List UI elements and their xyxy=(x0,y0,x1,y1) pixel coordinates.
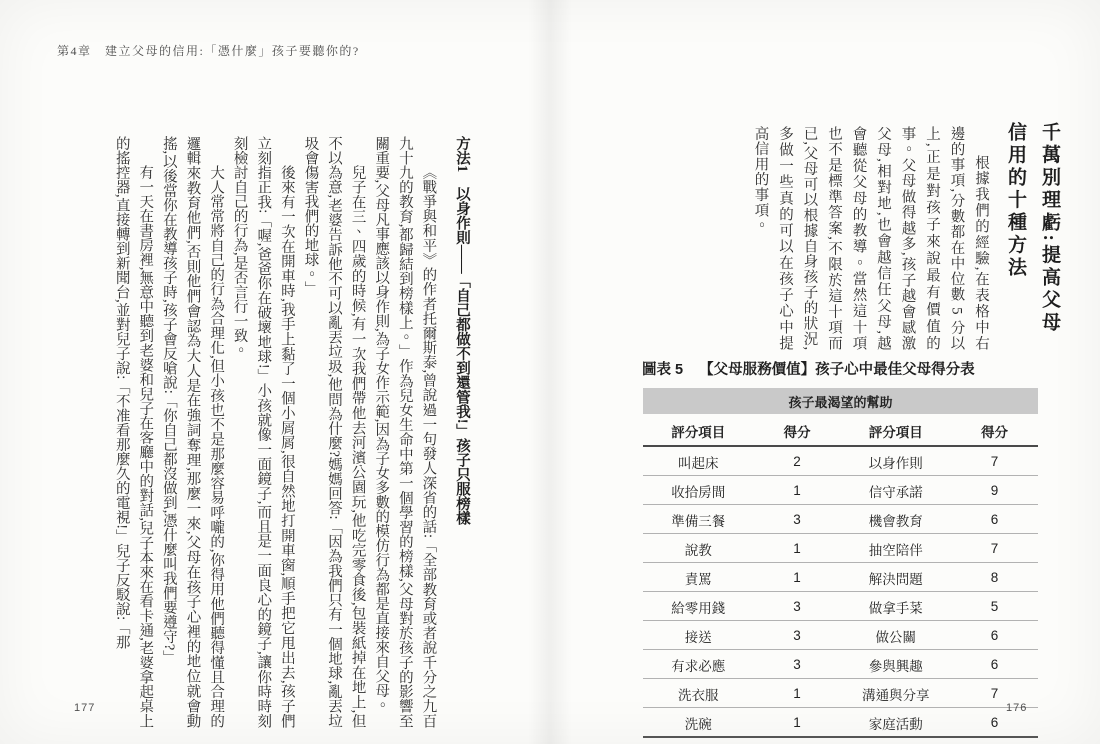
score-cell: 1 xyxy=(754,708,841,738)
score-cell: 1 xyxy=(754,534,841,563)
item-cell: 接送 xyxy=(643,621,754,650)
item-cell: 做拿手菜 xyxy=(840,592,951,621)
score-cell: 7 xyxy=(951,534,1038,563)
intro-paragraph: 根據我們的經驗,在表格中右邊的事項,分數都在中位數 5 分以上,正是對孩子來說最有價值的事。父母做得越多,孩子越會感激父母,相對地,也會越信任父母,越會聽從父母的教導。當然這十項也不是標準答案,不限於這十項而已,父母可以根據自身孩子的狀況,多做一些真的可以在孩子心中提高信用的事項。 xyxy=(752,126,989,351)
score-cell: 6 xyxy=(951,650,1038,679)
score-cell: 6 xyxy=(951,621,1038,650)
score-cell: 2 xyxy=(754,446,841,476)
page-spine-divider xyxy=(528,0,572,744)
table-row xyxy=(643,592,1038,621)
score-cell: 3 xyxy=(754,621,841,650)
table-row xyxy=(643,679,1038,708)
chapter-section-title: 千萬別理虧:提高父母信用的十種方法 xyxy=(1005,122,1060,335)
table-row xyxy=(643,650,1038,679)
intro-block xyxy=(745,126,993,351)
body-paragraph: 兒子在三、四歲的時候,有一次我們帶他去河濱公園玩,他吃完零食後,包裝紙掉在地上,但不以為意,老婆告訴他不可以亂丟垃圾,他問為什麼?媽媽回答:「因為我們只有一個地球,亂丟垃圾會傷害我們的地球。」 xyxy=(302,136,366,728)
item-cell: 機會教育 xyxy=(840,505,951,534)
figure-title: 【父母服務價值】孩子心中最佳父母得分表 xyxy=(699,362,975,378)
score-table-head xyxy=(643,388,1038,446)
item-cell: 家庭活動 xyxy=(840,708,951,738)
item-cell: 有求必應 xyxy=(643,650,754,679)
table-row xyxy=(643,563,1038,592)
table-header-row xyxy=(643,415,1038,446)
column-header-score: 得分 xyxy=(951,415,1038,446)
score-cell: 6 xyxy=(951,708,1038,738)
section-heading: 方法1 以身作則——「自己都做不到還管我!」孩子只服榜樣 xyxy=(454,136,470,526)
item-cell: 說教 xyxy=(643,534,754,563)
body-paragraph: 後來有一次在開車時,我手上黏了一個小屑屑,很自然地打開車窗,順手把它甩出去,孩子們立刻指正我:「喔,爸爸你在破壞地球!」小孩就像一面鏡子,而且是一面良心的鏡子,讓你時時刻刻檢討自己的行為,是否言行一致。 xyxy=(231,136,295,728)
score-cell: 3 xyxy=(754,592,841,621)
score-cell: 3 xyxy=(754,505,841,534)
score-cell: 1 xyxy=(754,476,841,505)
item-cell: 收拾房間 xyxy=(643,476,754,505)
item-cell: 做公關 xyxy=(840,621,951,650)
page-number-right: 176 xyxy=(1006,702,1028,714)
score-cell: 1 xyxy=(754,563,841,592)
table-row xyxy=(643,446,1038,476)
score-cell: 5 xyxy=(951,592,1038,621)
score-cell: 3 xyxy=(754,650,841,679)
column-header-item: 評分項目 xyxy=(643,415,754,446)
table-row xyxy=(643,708,1038,738)
item-cell: 準備三餐 xyxy=(643,505,754,534)
table-row xyxy=(643,534,1038,563)
item-cell: 信守承諾 xyxy=(840,476,951,505)
item-cell: 參與興趣 xyxy=(840,650,951,679)
item-cell: 洗衣服 xyxy=(643,679,754,708)
body-paragraph: 有一天在書房裡,無意中聽到老婆和兒子在客廳中的對話,兒子本來在看卡通,老婆拿起桌上的搖控器,直接轉到新聞台,並對兒子說:「不准看那麼久的電視!」兒子反駁說:「那 xyxy=(113,136,154,728)
item-cell: 責罵 xyxy=(643,563,754,592)
score-cell: 9 xyxy=(951,476,1038,505)
item-cell: 抽空陪伴 xyxy=(840,534,951,563)
score-cell: 7 xyxy=(951,446,1038,476)
column-header-item: 評分項目 xyxy=(840,415,951,446)
score-cell: 7 xyxy=(951,679,1038,708)
item-cell: 洗碗 xyxy=(643,708,754,738)
score-table xyxy=(643,388,1038,738)
table-band-row xyxy=(643,388,1038,415)
score-table-body xyxy=(643,446,1038,737)
body-paragraph: 《戰爭與和平》的作者托爾斯泰,曾說過一句發人深省的話:「全部教育或者說千分之九百九十九的教育,都歸結到榜樣上。」作為兒女生命中第一個學習的榜樣,父母對於孩子的影響至關重要,父母凡事應該以身作則,為子女作示範,因為子女多數的模仿行為都是直接來自父母。 xyxy=(373,136,437,728)
page-number-left: 177 xyxy=(74,702,96,714)
item-cell: 給零用錢 xyxy=(643,592,754,621)
table-row xyxy=(643,476,1038,505)
table-row xyxy=(643,505,1038,534)
score-cell: 6 xyxy=(951,505,1038,534)
running-header: 第4章 建立父母的信用:「憑什麼」孩子要聽你的? xyxy=(57,44,360,58)
body-paragraph: 大人常常將自己的行為合理化,但小孩也不是那麼容易呼嚨的,你得用他們聽得懂且合理的邏輯來教育他們,否則他們會認為大人是在強詞奪理,那麼一來,父母在孩子心裡的地位就會動搖,以後當你在教導孩子時,孩子會反嗆說:「你自己都沒做到,憑什麼叫我們要遵守?」 xyxy=(160,136,225,728)
item-cell: 溝通與分享 xyxy=(840,679,951,708)
left-page-body xyxy=(45,136,473,728)
figure-caption xyxy=(642,358,1040,379)
score-cell: 1 xyxy=(754,679,841,708)
table-band-header: 孩子最渴望的幫助 xyxy=(643,388,1038,415)
table-row xyxy=(643,621,1038,650)
column-header-score: 得分 xyxy=(754,415,841,446)
item-cell: 叫起床 xyxy=(643,446,754,476)
figure-label: 圖表 5 xyxy=(642,362,684,378)
item-cell: 解決問題 xyxy=(840,563,951,592)
score-cell: 8 xyxy=(951,563,1038,592)
item-cell: 以身作則 xyxy=(840,446,951,476)
